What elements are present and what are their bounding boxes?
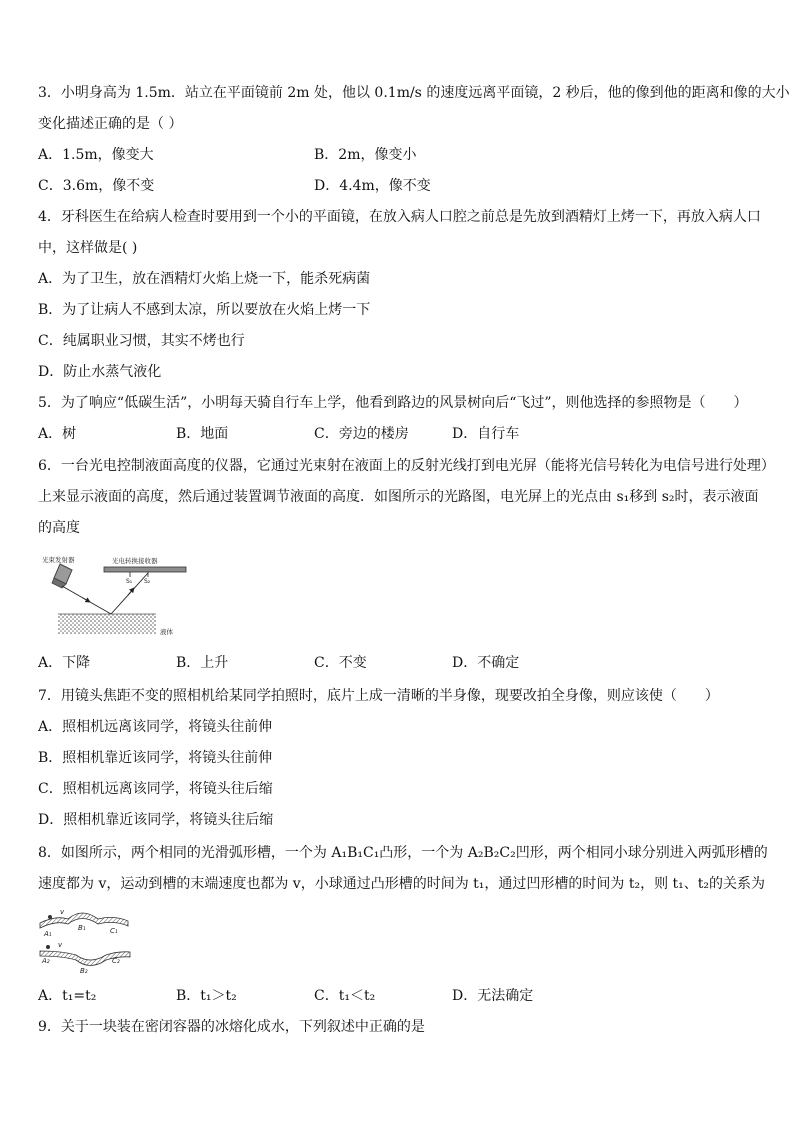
s1-label: S₁ [126, 578, 133, 585]
q6-stem-line-3: 的高度 [38, 520, 80, 536]
receiver-label: 光电转换接收器 [112, 557, 158, 565]
q6-stem-line-1: 6．一台光电控制液面高度的仪器，它通过光束射在液面上的反射光线打到电光屏（能将光信号转化为电信号进行处理） [38, 458, 775, 474]
c1-label: C₁ [110, 927, 118, 935]
q8-option-a: A．t₁=t₂ [38, 988, 97, 1004]
receiver-bar [104, 567, 186, 572]
q8-stem-line-2: 速度都为 v，运动到槽的末端速度也都为 v，小球通过凸形槽的时间为 t₁，通过凹形槽的时间为 t₂，则 t₁、t₂的关系为 [38, 876, 766, 892]
q5-option-a: A．树 [38, 426, 77, 442]
q4-option-a: A．为了卫生，放在酒精灯火焰上烧一下，能杀死病菌 [38, 271, 371, 287]
q3-option-d: D．4.4m，像不变 [314, 178, 431, 194]
q4-option-d: D．防止水蒸气液化 [38, 364, 162, 380]
q4-option-b: B．为了让病人不感到太凉，所以要放在火焰上烤一下 [38, 302, 371, 318]
s2-label: S₂ [144, 578, 151, 585]
q6-option-a: A．下降 [38, 655, 91, 671]
emitter-label: 光束发射器 [42, 556, 75, 564]
q6-option-c: C．不变 [314, 655, 367, 671]
q8-option-b: B．t₁＞t₂ [176, 988, 237, 1004]
v-label-bottom: v [58, 941, 63, 949]
q4-option-c: C．纯属职业习惯，其实不烤也行 [38, 333, 245, 349]
liquid-surface [58, 614, 156, 634]
q4-stem-line-2: 中，这样做是( ) [38, 240, 138, 256]
q7-option-b: B．照相机靠近该同学，将镜头往前伸 [38, 750, 273, 766]
q5-option-c: C．旁边的楼房 [314, 426, 409, 442]
q8-option-c: C．t₁＜t₂ [314, 988, 376, 1004]
emitter-icon [52, 564, 72, 588]
q3-option-c: C．3.6m，像不变 [38, 178, 155, 194]
q7-option-a: A．照相机远离该同学，将镜头往前伸 [38, 719, 273, 735]
a1-label: A₁ [44, 930, 52, 938]
q3-option-b: B．2m，像变小 [314, 147, 417, 163]
q7-stem-line-1: 7．用镜头焦距不变的照相机给某同学拍照时，底片上成一清晰的半身像，现要改拍全身像，则应该使（ ） [38, 688, 719, 704]
q6-option-d: D．不确定 [452, 655, 520, 671]
v-label-top: v [60, 908, 65, 916]
b2-label: B₂ [80, 967, 88, 975]
q3-stem-line-1: 3．小明身高为 1.5m．站立在平面镜前 2m 处，他以 0.1m/s 的速度远离平面镜，2 秒后，他的像到他的距离和像的大小 [38, 85, 790, 101]
q8-option-d: D．无法确定 [452, 988, 534, 1004]
q6-stem-line-2: 上来显示液面的高度，然后通过装置调节液面的高度．如图所示的光路图，电光屏上的光点由 s₁移到 s₂时，表示液面 [38, 489, 759, 505]
q5-stem-line-1: 5．为了响应“低碳生活”，小明每天骑自行车上学，他看到路边的风景树向后“飞过”，则他选择的参照物是（ ） [38, 395, 748, 411]
q8-arc-groove-figure [36, 905, 136, 975]
q7-option-d: D．照相机靠近该同学，将镜头往后缩 [38, 812, 274, 828]
q6-light-path-figure [38, 552, 198, 642]
q4-stem-line-1: 4．牙科医生在给病人检查时要用到一个小的平面镜，在放入病人口腔之前总是先放到酒精灯上烤一下，再放入病人口 [38, 209, 761, 225]
liquid-label: 液体 [160, 628, 173, 636]
q3-stem-line-2: 变化描述正确的是（ ） [38, 116, 183, 132]
q5-option-b: B．地面 [176, 426, 229, 442]
q3-option-a: A．1.5m，像变大 [38, 147, 154, 163]
q9-stem-line-1: 9．关于一块装在密闭容器的冰熔化成水，下列叙述中正确的是 [38, 1019, 425, 1035]
q7-option-c: C．照相机远离该同学，将镜头往后缩 [38, 781, 273, 797]
q5-option-d: D．自行车 [452, 426, 520, 442]
q6-option-b: B．上升 [176, 655, 229, 671]
a2-label: A₂ [42, 957, 50, 965]
b1-label: B₁ [78, 924, 86, 932]
q8-stem-line-1: 8．如图所示，两个相同的光滑弧形槽，一个为 A₁B₁C₁凸形，一个为 A₂B₂C₂凹形，两个相同小球分别进入两弧形槽的 [38, 845, 768, 861]
c2-label: C₂ [112, 957, 120, 965]
